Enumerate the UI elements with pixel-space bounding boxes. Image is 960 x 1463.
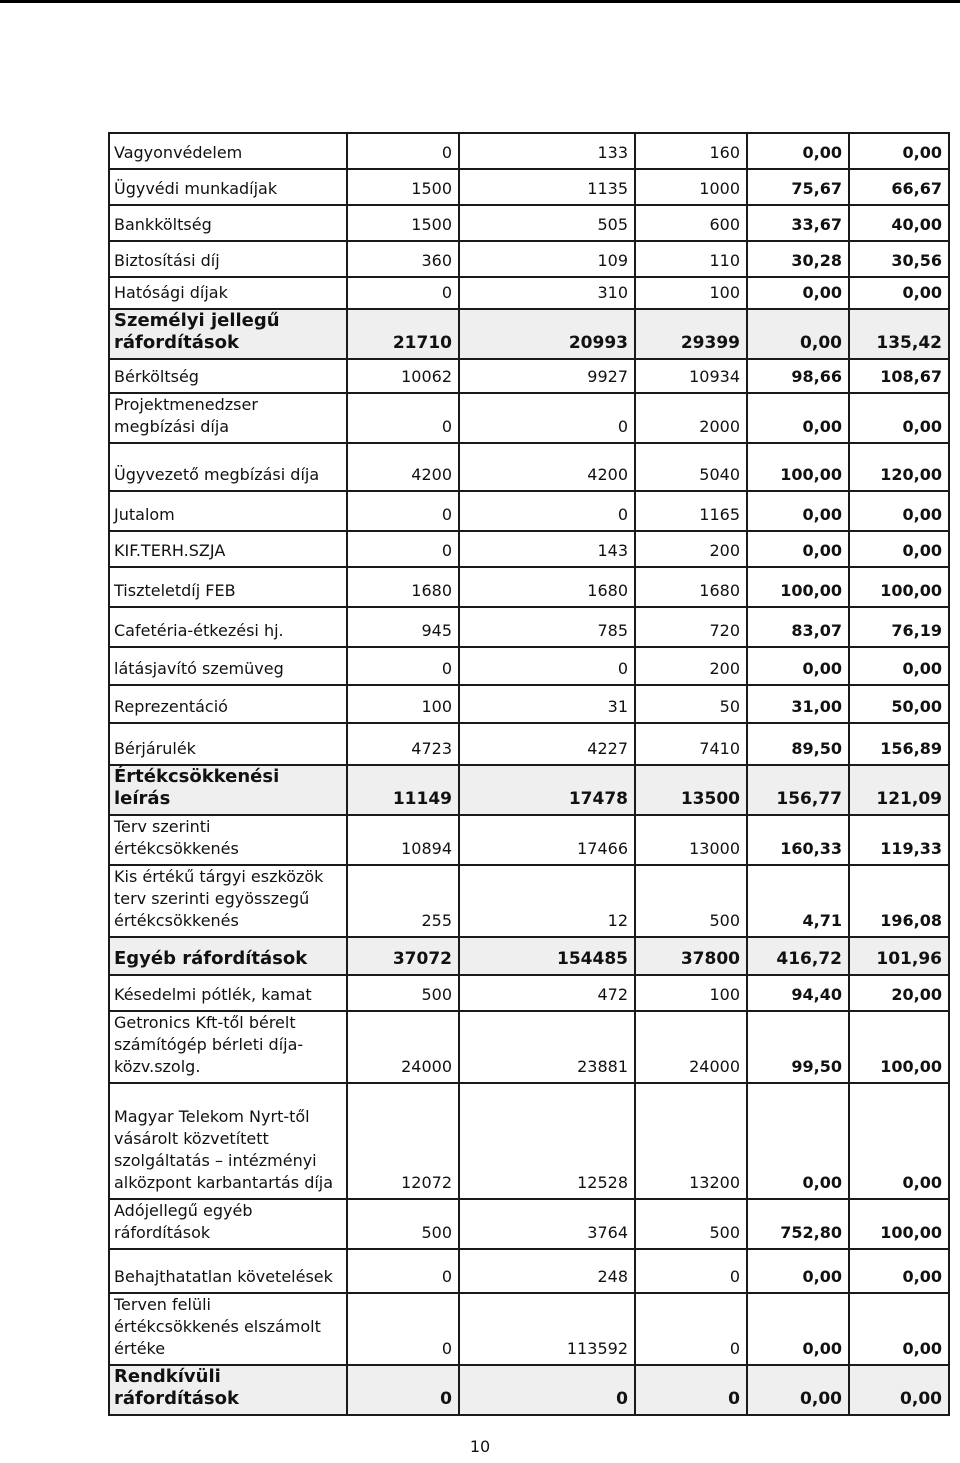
percent-cell-1: 4,71 <box>747 865 849 937</box>
value-cell-2: 23881 <box>459 1011 635 1083</box>
percent-cell-2: 0,00 <box>849 277 949 309</box>
value-cell-1: 10062 <box>347 359 459 393</box>
value-cell-3: 1165 <box>635 491 747 531</box>
value-cell-3: 200 <box>635 531 747 567</box>
value-cell-1: 0 <box>347 277 459 309</box>
value-cell-1: 1500 <box>347 205 459 241</box>
percent-cell-2: 66,67 <box>849 169 949 205</box>
value-cell-3: 5040 <box>635 443 747 491</box>
value-cell-2: 0 <box>459 491 635 531</box>
value-cell-2: 12 <box>459 865 635 937</box>
table-row <box>109 647 949 685</box>
value-cell-1: 21710 <box>347 309 459 359</box>
value-cell-1: 255 <box>347 865 459 937</box>
value-cell-2: 0 <box>459 393 635 443</box>
percent-cell-1: 0,00 <box>747 133 849 169</box>
row-label: Projektmenedzser megbízási díja <box>109 393 347 443</box>
percent-cell-2: 119,33 <box>849 815 949 865</box>
percent-cell-1: 0,00 <box>747 277 849 309</box>
table-row <box>109 277 949 309</box>
row-label: Biztosítási díj <box>109 241 347 277</box>
value-cell-2: 133 <box>459 133 635 169</box>
percent-cell-1: 31,00 <box>747 685 849 723</box>
table-body <box>109 133 949 1415</box>
table-row <box>109 169 949 205</box>
value-cell-2: 12528 <box>459 1083 635 1199</box>
percent-cell-1: 0,00 <box>747 309 849 359</box>
value-cell-2: 505 <box>459 205 635 241</box>
value-cell-2: 4227 <box>459 723 635 765</box>
value-cell-1: 0 <box>347 1293 459 1365</box>
percent-cell-2: 0,00 <box>849 531 949 567</box>
value-cell-2: 9927 <box>459 359 635 393</box>
value-cell-3: 13200 <box>635 1083 747 1199</box>
percent-cell-1: 83,07 <box>747 607 849 647</box>
value-cell-2: 310 <box>459 277 635 309</box>
percent-cell-2: 0,00 <box>849 1365 949 1415</box>
value-cell-3: 2000 <box>635 393 747 443</box>
value-cell-3: 29399 <box>635 309 747 359</box>
value-cell-1: 0 <box>347 1365 459 1415</box>
table-row <box>109 723 949 765</box>
table-row <box>109 1249 949 1293</box>
table-row <box>109 359 949 393</box>
value-cell-3: 24000 <box>635 1011 747 1083</box>
value-cell-2: 109 <box>459 241 635 277</box>
percent-cell-1: 30,28 <box>747 241 849 277</box>
percent-cell-1: 0,00 <box>747 1083 849 1199</box>
value-cell-3: 720 <box>635 607 747 647</box>
section-row <box>109 309 949 359</box>
table-row <box>109 1011 949 1083</box>
table-row <box>109 975 949 1011</box>
value-cell-1: 0 <box>347 647 459 685</box>
value-cell-1: 1680 <box>347 567 459 607</box>
section-row <box>109 937 949 975</box>
percent-cell-1: 89,50 <box>747 723 849 765</box>
value-cell-2: 31 <box>459 685 635 723</box>
row-label: Terv szerinti értékcsökkenés <box>109 815 347 865</box>
value-cell-2: 785 <box>459 607 635 647</box>
table-row <box>109 567 949 607</box>
percent-cell-1: 98,66 <box>747 359 849 393</box>
value-cell-2: 17466 <box>459 815 635 865</box>
value-cell-1: 11149 <box>347 765 459 815</box>
percent-cell-2: 0,00 <box>849 1083 949 1199</box>
percent-cell-1: 160,33 <box>747 815 849 865</box>
value-cell-3: 160 <box>635 133 747 169</box>
row-label: Késedelmi pótlék, kamat <box>109 975 347 1011</box>
row-label: Cafetéria-étkezési hj. <box>109 607 347 647</box>
table-row <box>109 1199 949 1249</box>
percent-cell-2: 30,56 <box>849 241 949 277</box>
value-cell-3: 100 <box>635 277 747 309</box>
row-label: Hatósági díjak <box>109 277 347 309</box>
value-cell-3: 600 <box>635 205 747 241</box>
table-row <box>109 607 949 647</box>
value-cell-3: 0 <box>635 1365 747 1415</box>
row-label: Magyar Telekom Nyrt-től vásárolt közvetített szolgáltatás – intézményi alközpont karbantartás díja <box>109 1083 347 1199</box>
value-cell-2: 20993 <box>459 309 635 359</box>
table-row <box>109 393 949 443</box>
percent-cell-2: 0,00 <box>849 491 949 531</box>
percent-cell-2: 108,67 <box>849 359 949 393</box>
value-cell-2: 0 <box>459 647 635 685</box>
value-cell-1: 10894 <box>347 815 459 865</box>
percent-cell-1: 0,00 <box>747 1249 849 1293</box>
row-label: Terven felüli értékcsökkenés elszámolt értéke <box>109 1293 347 1365</box>
value-cell-3: 50 <box>635 685 747 723</box>
percent-cell-2: 0,00 <box>849 1249 949 1293</box>
value-cell-3: 1680 <box>635 567 747 607</box>
percent-cell-2: 156,89 <box>849 723 949 765</box>
row-label: Vagyonvédelem <box>109 133 347 169</box>
percent-cell-2: 50,00 <box>849 685 949 723</box>
value-cell-2: 0 <box>459 1365 635 1415</box>
value-cell-1: 100 <box>347 685 459 723</box>
value-cell-1: 24000 <box>347 1011 459 1083</box>
row-label: Getronics Kft-től bérelt számítógép bérleti díja-közv.szolg. <box>109 1011 347 1083</box>
percent-cell-2: 40,00 <box>849 205 949 241</box>
row-label: Reprezentáció <box>109 685 347 723</box>
percent-cell-1: 0,00 <box>747 491 849 531</box>
percent-cell-1: 0,00 <box>747 1365 849 1415</box>
value-cell-3: 1000 <box>635 169 747 205</box>
row-label: Rendkívüli ráfordítások <box>109 1365 347 1415</box>
row-label: Adójellegű egyéb ráfordítások <box>109 1199 347 1249</box>
value-cell-3: 500 <box>635 865 747 937</box>
value-cell-3: 500 <box>635 1199 747 1249</box>
value-cell-3: 13500 <box>635 765 747 815</box>
value-cell-3: 200 <box>635 647 747 685</box>
percent-cell-1: 0,00 <box>747 531 849 567</box>
percent-cell-2: 135,42 <box>849 309 949 359</box>
value-cell-2: 1680 <box>459 567 635 607</box>
percent-cell-1: 752,80 <box>747 1199 849 1249</box>
percent-cell-2: 101,96 <box>849 937 949 975</box>
table-row <box>109 241 949 277</box>
value-cell-1: 37072 <box>347 937 459 975</box>
row-label: Értékcsökkenési leírás <box>109 765 347 815</box>
table-row <box>109 133 949 169</box>
value-cell-3: 0 <box>635 1249 747 1293</box>
section-row <box>109 765 949 815</box>
percent-cell-1: 33,67 <box>747 205 849 241</box>
row-label: Ügyvédi munkadíjak <box>109 169 347 205</box>
row-label: látásjavító szemüveg <box>109 647 347 685</box>
percent-cell-2: 100,00 <box>849 1011 949 1083</box>
table-row <box>109 205 949 241</box>
percent-cell-1: 156,77 <box>747 765 849 815</box>
percent-cell-1: 0,00 <box>747 647 849 685</box>
row-label: Bérköltség <box>109 359 347 393</box>
table-row <box>109 491 949 531</box>
table-row <box>109 865 949 937</box>
percent-cell-2: 0,00 <box>849 647 949 685</box>
value-cell-1: 4200 <box>347 443 459 491</box>
value-cell-1: 945 <box>347 607 459 647</box>
row-label: Tiszteletdíj FEB <box>109 567 347 607</box>
table-row <box>109 1083 949 1199</box>
row-label: Személyi jellegű ráfordítások <box>109 309 347 359</box>
row-label: KIF.TERH.SZJA <box>109 531 347 567</box>
value-cell-1: 0 <box>347 491 459 531</box>
value-cell-1: 500 <box>347 1199 459 1249</box>
value-cell-1: 4723 <box>347 723 459 765</box>
section-row <box>109 1365 949 1415</box>
percent-cell-1: 99,50 <box>747 1011 849 1083</box>
value-cell-2: 4200 <box>459 443 635 491</box>
percent-cell-2: 100,00 <box>849 1199 949 1249</box>
percent-cell-2: 20,00 <box>849 975 949 1011</box>
value-cell-1: 0 <box>347 133 459 169</box>
value-cell-3: 100 <box>635 975 747 1011</box>
value-cell-3: 10934 <box>635 359 747 393</box>
value-cell-3: 0 <box>635 1293 747 1365</box>
row-label: Behajthatatlan követelések <box>109 1249 347 1293</box>
value-cell-2: 248 <box>459 1249 635 1293</box>
percent-cell-2: 0,00 <box>849 1293 949 1365</box>
table-row <box>109 1293 949 1365</box>
value-cell-1: 360 <box>347 241 459 277</box>
percent-cell-1: 0,00 <box>747 1293 849 1365</box>
value-cell-3: 37800 <box>635 937 747 975</box>
percent-cell-2: 0,00 <box>849 133 949 169</box>
value-cell-2: 113592 <box>459 1293 635 1365</box>
value-cell-2: 143 <box>459 531 635 567</box>
table-row <box>109 443 949 491</box>
percent-cell-1: 100,00 <box>747 567 849 607</box>
row-label: Bérjárulék <box>109 723 347 765</box>
value-cell-3: 7410 <box>635 723 747 765</box>
percent-cell-2: 196,08 <box>849 865 949 937</box>
top-rule <box>0 0 960 3</box>
percent-cell-2: 76,19 <box>849 607 949 647</box>
table-row <box>109 531 949 567</box>
value-cell-2: 472 <box>459 975 635 1011</box>
value-cell-2: 154485 <box>459 937 635 975</box>
value-cell-1: 0 <box>347 393 459 443</box>
value-cell-2: 1135 <box>459 169 635 205</box>
row-label: Bankköltség <box>109 205 347 241</box>
row-label: Kis értékű tárgyi eszközök terv szerinti egyösszegű értékcsökkenés <box>109 865 347 937</box>
value-cell-1: 500 <box>347 975 459 1011</box>
percent-cell-1: 0,00 <box>747 393 849 443</box>
row-label: Ügyvezető megbízási díja <box>109 443 347 491</box>
percent-cell-2: 100,00 <box>849 567 949 607</box>
percent-cell-1: 75,67 <box>747 169 849 205</box>
expense-table <box>108 132 950 1416</box>
table-row <box>109 815 949 865</box>
value-cell-1: 1500 <box>347 169 459 205</box>
value-cell-2: 3764 <box>459 1199 635 1249</box>
percent-cell-1: 416,72 <box>747 937 849 975</box>
value-cell-2: 17478 <box>459 765 635 815</box>
value-cell-1: 12072 <box>347 1083 459 1199</box>
value-cell-3: 13000 <box>635 815 747 865</box>
row-label: Egyéb ráfordítások <box>109 937 347 975</box>
percent-cell-2: 120,00 <box>849 443 949 491</box>
row-label: Jutalom <box>109 491 347 531</box>
percent-cell-2: 0,00 <box>849 393 949 443</box>
table-row <box>109 685 949 723</box>
value-cell-1: 0 <box>347 1249 459 1293</box>
percent-cell-1: 100,00 <box>747 443 849 491</box>
page-number: 10 <box>469 1437 491 1456</box>
percent-cell-2: 121,09 <box>849 765 949 815</box>
value-cell-1: 0 <box>347 531 459 567</box>
percent-cell-1: 94,40 <box>747 975 849 1011</box>
value-cell-3: 110 <box>635 241 747 277</box>
